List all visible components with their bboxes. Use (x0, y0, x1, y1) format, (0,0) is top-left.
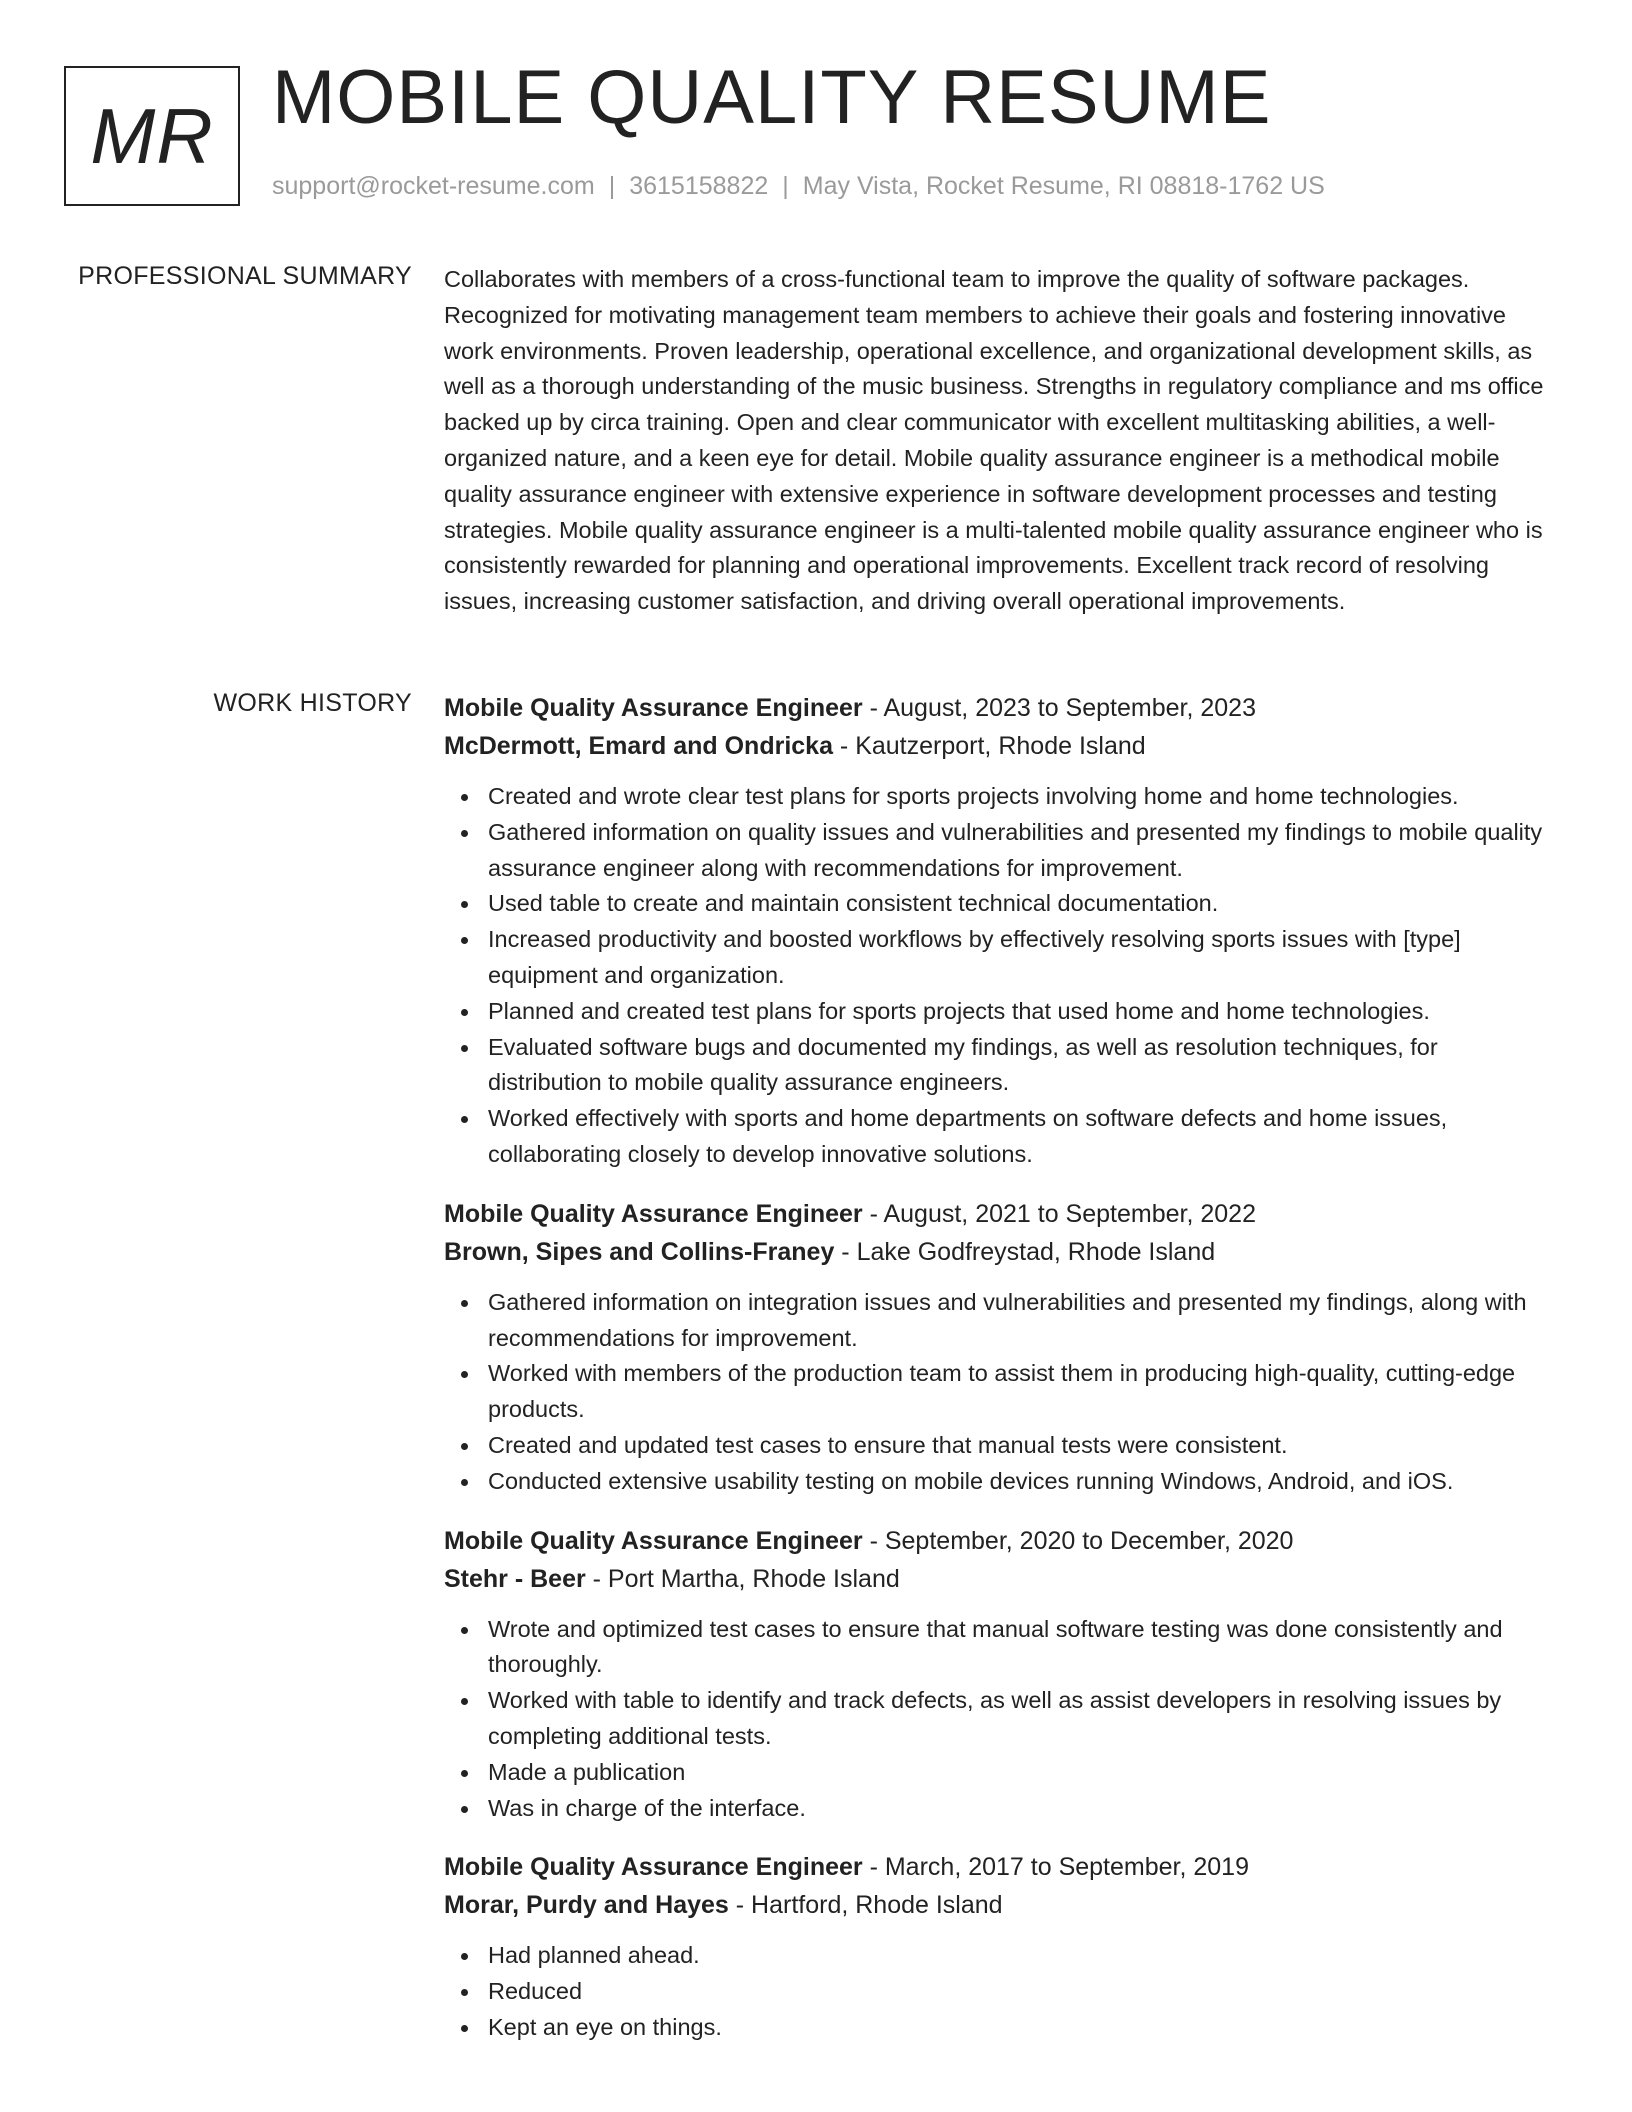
job-company: Stehr - Beer (444, 1564, 586, 1593)
job-bullet: Used table to create and maintain consistent technical documentation. (444, 886, 1554, 922)
resume-title: MOBILE QUALITY RESUME (272, 55, 1272, 140)
job-bullet: Evaluated software bugs and documented my findings, as well as resolution techniques, for distribution to mobile quality assurance engineers. (444, 1030, 1554, 1102)
work-history-label: WORK HISTORY (213, 689, 412, 717)
job-title: Mobile Quality Assurance Engineer (444, 694, 863, 722)
job-bullets (444, 1612, 1554, 1827)
contact-separator: | (782, 172, 789, 200)
job-bullet: Gathered information on integration issues and vulnerabilities and presented my findings, along with recommendations for improvement. (444, 1285, 1554, 1357)
job-location: - Lake Godfreystad, Rhode Island (834, 1237, 1216, 1266)
job-title-line (444, 1522, 1554, 1560)
job-location: - Kautzerport, Rhode Island (832, 732, 1146, 760)
job-entry (444, 1522, 1554, 1827)
job-title: Mobile Quality Assurance Engineer (444, 1526, 863, 1555)
job-company-line (444, 1886, 1554, 1924)
job-entry (444, 1848, 1554, 2045)
contact-phone: 3615158822 (629, 172, 769, 200)
job-company: Brown, Sipes and Collins-Franey (444, 1237, 835, 1266)
job-company: McDermott, Emard and Ondricka (444, 732, 833, 760)
contact-address: May Vista, Rocket Resume, RI 08818-1762 US (802, 172, 1325, 200)
job-bullet: Created and wrote clear test plans for sports projects involving home and home technologies. (444, 779, 1554, 815)
job-bullet: Reduced (444, 1974, 1554, 2010)
job-bullet: Increased productivity and boosted workflows by effectively resolving sports issues with [type] equipment and organization. (444, 922, 1554, 994)
job-bullet: Gathered information on quality issues and vulnerabilities and presented my findings to mobile quality assurance engineer along with recommendations for improvement. (444, 815, 1554, 887)
job-bullet: Worked with members of the production team to assist them in producing high-quality, cutting-edge products. (444, 1356, 1554, 1428)
job-company: Morar, Purdy and Hayes (444, 1891, 729, 1920)
job-dates: - August, 2023 to September, 2023 (862, 694, 1256, 722)
job-bullet: Conducted extensive usability testing on mobile devices running Windows, Android, and iOS. (444, 1464, 1554, 1500)
job-title-line (444, 1848, 1554, 1886)
summary-label: PROFESSIONAL SUMMARY (78, 262, 412, 290)
monogram-logo (64, 66, 240, 206)
job-title: Mobile Quality Assurance Engineer (444, 1199, 863, 1228)
job-bullets (444, 1938, 1554, 2045)
job-bullet: Was in charge of the interface. (444, 1791, 1554, 1827)
job-company-line (444, 1233, 1554, 1271)
job-location: - Port Martha, Rhode Island (585, 1564, 900, 1593)
job-dates: - March, 2017 to September, 2019 (862, 1853, 1249, 1882)
job-title-line (444, 689, 1554, 727)
job-bullet: Had planned ahead. (444, 1938, 1554, 1974)
summary-text: Collaborates with members of a cross-functional team to improve the quality of software packages. Recognized for motivating management team members to achieve their goals and fostering innovative work environments. Proven leadership, operational excellence, and organizational development skills, as well as a thorough understanding of the music business. Strengths in regulatory compliance and ms office backed up by circa training. Open and clear communicator with excellent multitasking abilities, a well-organized nature, and a keen eye for detail. Mobile quality assurance engineer is a methodical mobile quality assurance engineer with extensive experience in software development processes and testing strategies. Mobile quality assurance engineer is a multi-talented mobile quality assurance engineer who is consistently rewarded for planning and operational improvements. Excellent track record of resolving issues, increasing customer satisfaction, and driving overall operational improvements. (444, 266, 1544, 615)
job-bullet: Worked effectively with sports and home departments on software defects and home issues, collaborating closely to develop innovative solutions. (444, 1101, 1554, 1173)
job-bullet: Made a publication (444, 1755, 1554, 1791)
work-history-body (444, 689, 1554, 2068)
job-bullet: Kept an eye on things. (444, 2010, 1554, 2046)
contact-line (272, 172, 1325, 201)
job-bullet: Created and updated test cases to ensure that manual tests were consistent. (444, 1428, 1554, 1464)
contact-separator: | (608, 172, 616, 200)
job-bullet: Wrote and optimized test cases to ensure that manual software testing was done consistently and thoroughly. (444, 1612, 1554, 1684)
job-bullet: Planned and created test plans for sports projects that used home and home technologies. (444, 994, 1554, 1030)
contact-email: support@rocket-resume.com (272, 172, 595, 200)
job-dates: - August, 2021 to September, 2022 (862, 1199, 1256, 1228)
job-company-line (444, 1560, 1554, 1598)
monogram-initials: MR (90, 91, 214, 180)
job-company-line (444, 727, 1554, 765)
job-entry (444, 689, 1554, 1173)
job-bullets (444, 1285, 1554, 1500)
job-bullets (444, 779, 1554, 1173)
job-title: Mobile Quality Assurance Engineer (444, 1853, 863, 1882)
job-entry (444, 1195, 1554, 1500)
job-title-line (444, 1195, 1554, 1233)
job-bullet: Worked with table to identify and track defects, as well as assist developers in resolving issues by completing additional tests. (444, 1683, 1554, 1755)
job-location: - Hartford, Rhode Island (728, 1891, 1003, 1920)
summary-body (444, 262, 1554, 620)
job-dates: - September, 2020 to December, 2020 (862, 1526, 1294, 1555)
